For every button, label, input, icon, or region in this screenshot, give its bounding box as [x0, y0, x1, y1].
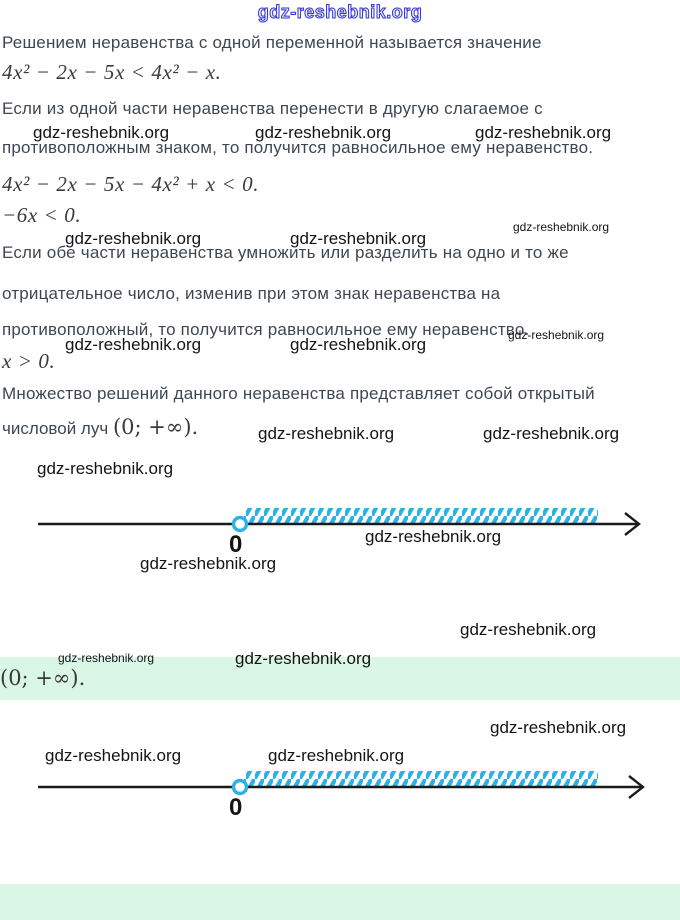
site-watermark: gdz-reshebnik.org — [290, 335, 427, 354]
open-point-zero — [234, 518, 247, 531]
site-watermark-small: gdz-reshebnik.org — [58, 651, 155, 665]
site-watermark: gdz-reshebnik.org — [235, 649, 372, 668]
bottom-highlight-band — [0, 884, 680, 920]
site-watermark: gdz-reshebnik.org — [460, 620, 597, 639]
number-line-1 — [30, 500, 650, 560]
open-point-zero — [234, 781, 247, 794]
number-line-2 — [30, 763, 650, 823]
site-watermark: gdz-reshebnik.org — [33, 123, 170, 142]
site-watermark-small: gdz-reshebnik.org — [508, 328, 605, 342]
site-watermark-top: gdz-reshebnik.org — [257, 2, 423, 22]
site-watermark: gdz-reshebnik.org — [365, 527, 502, 546]
site-watermark: gdz-reshebnik.org — [45, 746, 182, 765]
site-watermark: gdz-reshebnik.org — [490, 718, 627, 737]
solution-ray-hatch — [244, 771, 598, 787]
site-watermark: gdz-reshebnik.org — [483, 424, 620, 443]
solution-set-line2 — [2, 415, 198, 439]
site-watermark: gdz-reshebnik.org — [65, 335, 202, 354]
site-watermark: gdz-reshebnik.org — [140, 554, 277, 573]
formula-result: x > 0. — [2, 349, 56, 373]
transfer-rule-line2: противоположным знаком, то получится равносильное ему неравенство. — [2, 138, 594, 157]
zero-tick-label-1: 0 — [229, 531, 243, 558]
division-rule-line1: Если обе части неравенства умножить или разделить на одно и то же — [2, 243, 569, 262]
interval-notation-inline: (0; +∞). — [112, 415, 199, 439]
site-watermark-small: gdz-reshebnik.org — [513, 220, 610, 234]
division-rule-line2: отрицательное число, изменив при этом знак неравенства на — [2, 284, 501, 303]
solution-ray-hatch — [244, 508, 598, 524]
transfer-rule-line1: Если из одной части неравенства перенести в другую слагаемое с — [2, 99, 543, 118]
site-watermark: gdz-reshebnik.org — [255, 123, 392, 142]
solution-set-line1: Множество решений данного неравенства представляет собой открытый — [2, 384, 595, 403]
definition-text: Решением неравенства с одной переменной называется значение — [2, 33, 542, 52]
site-watermark: gdz-reshebnik.org — [65, 229, 202, 248]
formula-initial-inequality: 4x² − 2x − 5x < 4x² − x. — [2, 60, 222, 84]
solution-set-prefix: числовой луч — [2, 419, 113, 438]
answer-interval-notation: (0; +∞). — [0, 666, 86, 690]
site-watermark: gdz-reshebnik.org — [37, 459, 174, 478]
formula-moved-terms: 4x² − 2x − 5x − 4x² + x < 0. — [2, 172, 260, 196]
division-rule-line3: противоположный, то получится равносильное ему неравенство. — [2, 320, 530, 339]
site-watermark: gdz-reshebnik.org — [290, 229, 427, 248]
site-watermark: gdz-reshebnik.org — [258, 424, 395, 443]
zero-tick-label-2: 0 — [229, 794, 243, 821]
formula-simplified: −6x < 0. — [2, 203, 82, 227]
site-watermark: gdz-reshebnik.org — [475, 123, 612, 142]
site-watermark: gdz-reshebnik.org — [268, 746, 405, 765]
